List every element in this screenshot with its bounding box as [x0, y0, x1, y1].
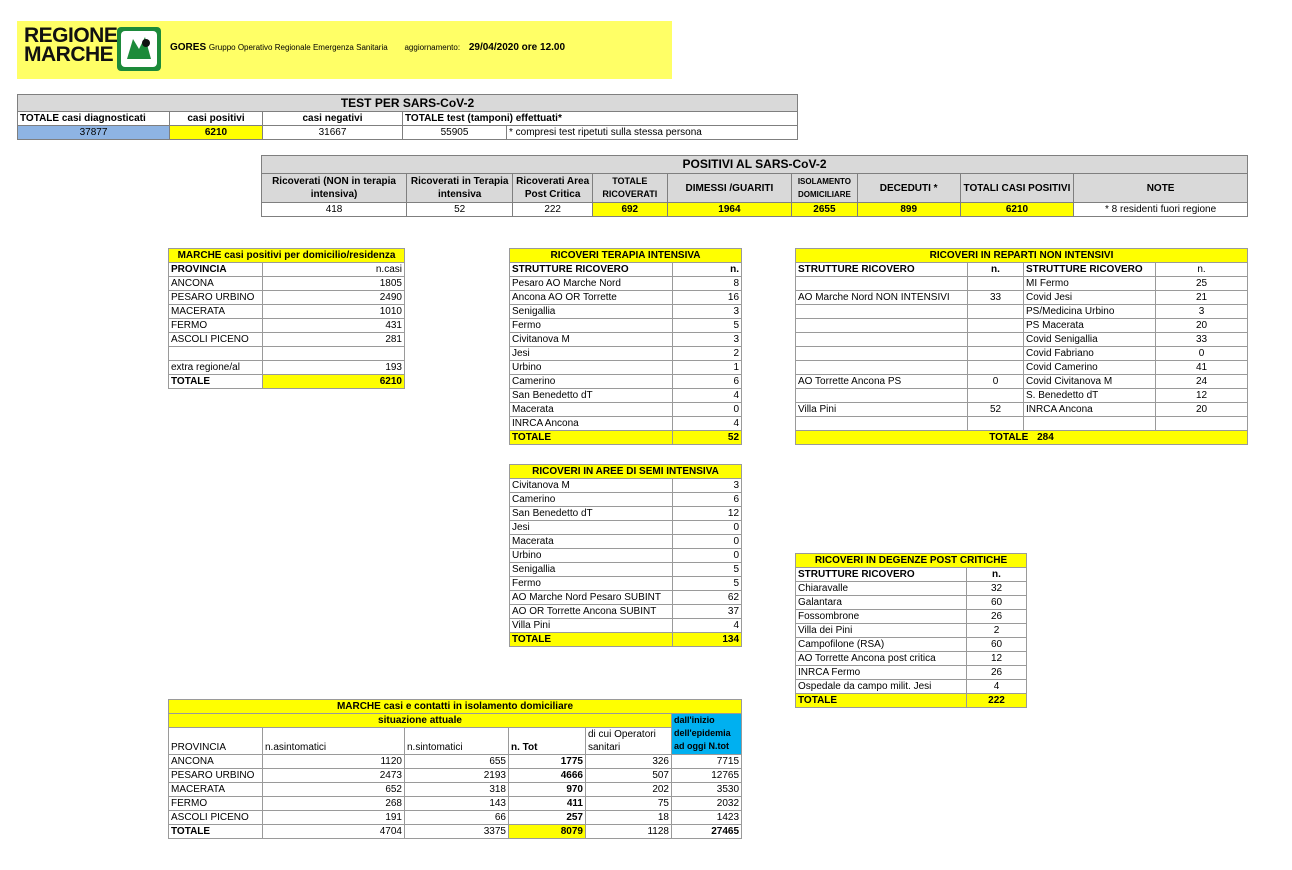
table-row — [796, 582, 1027, 596]
struttura-name: Senigallia — [510, 563, 673, 577]
struttura-count: 4 — [673, 619, 742, 633]
isol-total-sint: 3375 — [405, 825, 509, 839]
struttura-count: 60 — [967, 638, 1027, 652]
isol-total-ntot: 8079 — [509, 825, 586, 839]
struttura-count: 37 — [673, 605, 742, 619]
struttura-count: 3 — [673, 305, 742, 319]
operatori: 507 — [586, 769, 672, 783]
asintomatici: 268 — [263, 797, 405, 811]
table-row — [796, 596, 1027, 610]
table-row — [796, 333, 1248, 347]
update-value: 29/04/2020 ore 12.00 — [468, 42, 566, 53]
dall-inizio: 12765 — [672, 769, 742, 783]
struttura-name-2: Covid Camerino — [1024, 361, 1156, 375]
sintomatici: 318 — [405, 783, 509, 797]
provincia-name: extra regione/al — [169, 361, 263, 375]
table-row — [510, 375, 742, 389]
struttura-name — [796, 305, 968, 319]
table-row — [510, 493, 742, 507]
struttura-count: 16 — [673, 291, 742, 305]
intensiva-h-strutture: STRUTTURE RICOVERO — [510, 263, 673, 277]
postcrit-total-label: TOTALE — [796, 694, 967, 708]
provincia-name: PESARO URBINO — [169, 769, 263, 783]
intensiva-title: RICOVERI TERAPIA INTENSIVA — [510, 249, 742, 263]
struttura-name: AO Marche Nord NON INTENSIVI — [796, 291, 968, 305]
test-h-positivi: casi positivi — [170, 112, 263, 126]
struttura-name: Ancona AO OR Torrette — [510, 291, 673, 305]
n-tot: 257 — [509, 811, 586, 825]
provincia-total-label: TOTALE — [169, 375, 263, 389]
struttura-count: 1 — [673, 361, 742, 375]
gores-label: GORES — [170, 42, 207, 53]
struttura-count: 4 — [673, 417, 742, 431]
struttura-name: Senigallia — [510, 305, 673, 319]
semi-title: RICOVERI IN AREE DI SEMI INTENSIVA — [510, 465, 742, 479]
positivi-table — [261, 155, 1248, 217]
test-v-tamponi: 55905 — [403, 126, 507, 140]
table-row — [796, 375, 1248, 389]
struttura-name: Civitanova M — [510, 333, 673, 347]
struttura-name-2: Covid Fabriano — [1024, 347, 1156, 361]
provincia-name: FERMO — [169, 797, 263, 811]
provincia-name: ANCONA — [169, 277, 263, 291]
isol-h-asintomatici: n.asintomatici — [263, 728, 405, 755]
sintomatici: 66 — [405, 811, 509, 825]
struttura-name-2 — [1024, 417, 1156, 431]
struttura-count: 0 — [673, 403, 742, 417]
table-row — [796, 638, 1027, 652]
table-row — [510, 417, 742, 431]
struttura-count: 33 — [968, 291, 1024, 305]
asintomatici: 652 — [263, 783, 405, 797]
nonint-h2: n. — [968, 263, 1024, 277]
regione-marche-emblem-icon — [117, 27, 161, 71]
table-row — [796, 652, 1027, 666]
struttura-name — [796, 361, 968, 375]
struttura-count: 0 — [673, 521, 742, 535]
struttura-count-2: 41 — [1156, 361, 1248, 375]
provincia-total-value: 6210 — [263, 375, 405, 389]
struttura-name: Camerino — [510, 493, 673, 507]
table-row — [796, 305, 1248, 319]
struttura-name: INRCA Fermo — [796, 666, 967, 680]
postcrit-title: RICOVERI IN DEGENZE POST CRITICHE — [796, 554, 1027, 568]
isol-subtitle: situazione attuale — [169, 714, 672, 728]
struttura-name: Macerata — [510, 403, 673, 417]
provincia-name — [169, 347, 263, 361]
struttura-name: AO Marche Nord Pesaro SUBINT — [510, 591, 673, 605]
sintomatici: 2193 — [405, 769, 509, 783]
table-row — [169, 361, 405, 375]
table-row — [510, 305, 742, 319]
struttura-name-2: Covid Civitanova M — [1024, 375, 1156, 389]
struttura-count: 4 — [967, 680, 1027, 694]
struttura-count: 3 — [673, 333, 742, 347]
struttura-name-2: INRCA Ancona — [1024, 403, 1156, 417]
postcrit-h-strutture: STRUTTURE RICOVERO — [796, 568, 967, 582]
dall-inizio: 3530 — [672, 783, 742, 797]
provincia-name: MACERATA — [169, 305, 263, 319]
struttura-count: 6 — [673, 493, 742, 507]
table-row — [796, 291, 1248, 305]
nonint-total — [796, 431, 1248, 445]
struttura-name: Camerino — [510, 375, 673, 389]
table-row — [510, 507, 742, 521]
struttura-name-2: Covid Senigallia — [1024, 333, 1156, 347]
intensiva-total-value: 52 — [673, 431, 742, 445]
struttura-name: Fossombrone — [796, 610, 967, 624]
test-note: * compresi test ripetuti sulla stessa persona — [507, 126, 798, 140]
provincia-count: 2490 — [263, 291, 405, 305]
semi-total-label: TOTALE — [510, 633, 673, 647]
table-row — [796, 417, 1248, 431]
table-row — [169, 277, 405, 291]
asintomatici: 1120 — [263, 755, 405, 769]
struttura-name: Fermo — [510, 319, 673, 333]
struttura-name — [796, 277, 968, 291]
struttura-count-2: 20 — [1156, 319, 1248, 333]
positivi-v-totali: 6210 — [960, 203, 1073, 217]
nonint-h3: STRUTTURE RICOVERO — [1024, 263, 1156, 277]
positivi-v-terapia: 52 — [407, 203, 513, 217]
nonint-h4: n. — [1156, 263, 1248, 277]
provincia-count: 1010 — [263, 305, 405, 319]
operatori: 75 — [586, 797, 672, 811]
struttura-count-2: 25 — [1156, 277, 1248, 291]
struttura-name — [796, 333, 968, 347]
table-row — [169, 797, 742, 811]
table-row — [796, 610, 1027, 624]
struttura-count: 62 — [673, 591, 742, 605]
positivi-h-note: NOTE — [1074, 174, 1248, 203]
struttura-name: Jesi — [510, 347, 673, 361]
logo-line-2: MARCHE — [24, 43, 114, 66]
sintomatici: 143 — [405, 797, 509, 811]
test-table — [17, 94, 798, 140]
struttura-count — [968, 347, 1024, 361]
table-row — [796, 361, 1248, 375]
provincia-count: 281 — [263, 333, 405, 347]
struttura-count — [968, 389, 1024, 403]
operatori: 326 — [586, 755, 672, 769]
struttura-count-2: 12 — [1156, 389, 1248, 403]
test-title: TEST PER SARS-CoV-2 — [18, 95, 798, 112]
table-row — [510, 291, 742, 305]
isol-total-asint: 4704 — [263, 825, 405, 839]
isol-title: MARCHE casi e contatti in isolamento domiciliare — [169, 700, 742, 714]
struttura-count — [968, 305, 1024, 319]
struttura-count — [968, 277, 1024, 291]
n-tot: 1775 — [509, 755, 586, 769]
struttura-count: 26 — [967, 666, 1027, 680]
table-row — [510, 563, 742, 577]
struttura-count: 52 — [968, 403, 1024, 417]
struttura-name: Galantara — [796, 596, 967, 610]
semi-total-value: 134 — [673, 633, 742, 647]
struttura-name: AO Torrette Ancona PS — [796, 375, 968, 389]
positivi-v-postcritica: 222 — [513, 203, 593, 217]
provincia-name: ASCOLI PICENO — [169, 811, 263, 825]
struttura-count-2: 21 — [1156, 291, 1248, 305]
struttura-name: Civitanova M — [510, 479, 673, 493]
provincia-name: ASCOLI PICENO — [169, 333, 263, 347]
struttura-name: Fermo — [510, 577, 673, 591]
table-row — [510, 319, 742, 333]
struttura-count: 12 — [967, 652, 1027, 666]
isol-dall-inizio: dall'inizio dell'epidemia ad oggi N.tot — [672, 714, 742, 755]
struttura-count: 8 — [673, 277, 742, 291]
dall-inizio: 7715 — [672, 755, 742, 769]
table-row — [169, 319, 405, 333]
header-banner — [17, 21, 672, 79]
provincia-h-ncasi: n.casi — [263, 263, 405, 277]
table-row — [510, 389, 742, 403]
positivi-h-terapia: Ricoverati in Terapia intensiva — [407, 174, 513, 203]
struttura-name — [796, 417, 968, 431]
struttura-name: Pesaro AO Marche Nord — [510, 277, 673, 291]
table-row — [510, 577, 742, 591]
operatori: 202 — [586, 783, 672, 797]
gores-line — [170, 42, 565, 53]
sintomatici: 655 — [405, 755, 509, 769]
test-v-negativi: 31667 — [263, 126, 403, 140]
table-row — [796, 624, 1027, 638]
provincia-h-provincia: PROVINCIA — [169, 263, 263, 277]
positivi-v-isolamento: 2655 — [792, 203, 857, 217]
table-row — [169, 755, 742, 769]
provincia-name: FERMO — [169, 319, 263, 333]
positivi-title: POSITIVI AL SARS-CoV-2 — [262, 156, 1248, 174]
positivi-v-note: * 8 residenti fuori regione — [1074, 203, 1248, 217]
n-tot: 4666 — [509, 769, 586, 783]
test-v-positivi: 6210 — [170, 126, 263, 140]
positivi-v-ricoverati: 418 — [262, 203, 407, 217]
table-row — [510, 535, 742, 549]
struttura-count: 2 — [967, 624, 1027, 638]
asintomatici: 2473 — [263, 769, 405, 783]
struttura-name: San Benedetto dT — [510, 389, 673, 403]
provincia-name: ANCONA — [169, 755, 263, 769]
semi-table — [509, 464, 742, 647]
struttura-count: 0 — [673, 549, 742, 563]
table-row — [510, 619, 742, 633]
positivi-h-totale-ricoverati: TOTALE RICOVERATI — [593, 174, 668, 203]
table-row — [796, 277, 1248, 291]
struttura-name: Villa dei Pini — [796, 624, 967, 638]
nonint-h1: STRUTTURE RICOVERO — [796, 263, 968, 277]
isol-total-operatori: 1128 — [586, 825, 672, 839]
struttura-name — [796, 319, 968, 333]
table-row — [510, 591, 742, 605]
struttura-count: 2 — [673, 347, 742, 361]
positivi-v-deceduti: 899 — [857, 203, 960, 217]
postcrit-total-value: 222 — [967, 694, 1027, 708]
struttura-count — [968, 417, 1024, 431]
table-row — [169, 291, 405, 305]
isol-h-operatori: di cui Operatori sanitari — [586, 728, 672, 755]
struttura-count — [968, 361, 1024, 375]
struttura-count: 5 — [673, 319, 742, 333]
intensiva-total-label: TOTALE — [510, 431, 673, 445]
positivi-h-ricoverati: Ricoverati (NON in terapia intensiva) — [262, 174, 407, 203]
struttura-name-2: Covid Jesi — [1024, 291, 1156, 305]
positivi-h-dimessi: DIMESSI /GUARITI — [667, 174, 792, 203]
struttura-name: AO Torrette Ancona post critica — [796, 652, 967, 666]
struttura-count-2: 24 — [1156, 375, 1248, 389]
struttura-name: Macerata — [510, 535, 673, 549]
struttura-name: Chiaravalle — [796, 582, 967, 596]
asintomatici: 191 — [263, 811, 405, 825]
regione-marche-logo — [24, 26, 117, 64]
isolamento-table — [168, 699, 742, 839]
nonint-total-value: 284 — [1037, 432, 1054, 443]
struttura-count: 0 — [673, 535, 742, 549]
struttura-name-2: MI Fermo — [1024, 277, 1156, 291]
dall-inizio: 2032 — [672, 797, 742, 811]
positivi-v-totale-ricoverati: 692 — [593, 203, 668, 217]
table-row — [510, 521, 742, 535]
struttura-count-2: 0 — [1156, 347, 1248, 361]
struttura-count — [968, 319, 1024, 333]
positivi-h-isolamento: ISOLAMENTO DOMICILIARE — [792, 174, 857, 203]
intensiva-table — [509, 248, 742, 445]
struttura-count: 0 — [968, 375, 1024, 389]
table-row — [796, 403, 1248, 417]
struttura-count-2: 33 — [1156, 333, 1248, 347]
nonint-total-label: TOTALE — [989, 432, 1029, 443]
struttura-name: Urbino — [510, 361, 673, 375]
struttura-count: 60 — [967, 596, 1027, 610]
gores-description: Gruppo Operativo Regionale Emergenza Sanitaria — [208, 43, 388, 52]
isol-h-sintomatici: n.sintomatici — [405, 728, 509, 755]
table-row — [169, 783, 742, 797]
positivi-v-dimessi: 1964 — [667, 203, 792, 217]
table-row — [510, 403, 742, 417]
dall-inizio: 1423 — [672, 811, 742, 825]
positivi-h-totali: TOTALI CASI POSITIVI — [960, 174, 1073, 203]
struttura-name: Villa Pini — [510, 619, 673, 633]
update-label: aggiornamento: — [404, 43, 461, 52]
table-row — [796, 680, 1027, 694]
struttura-name: Ospedale da campo milit. Jesi — [796, 680, 967, 694]
table-row — [510, 549, 742, 563]
provincia-count: 1805 — [263, 277, 405, 291]
struttura-name: Campofilone (RSA) — [796, 638, 967, 652]
table-row — [510, 605, 742, 619]
struttura-name — [796, 347, 968, 361]
n-tot: 970 — [509, 783, 586, 797]
struttura-count-2: 20 — [1156, 403, 1248, 417]
nonint-title: RICOVERI IN REPARTI NON INTENSIVI — [796, 249, 1248, 263]
positivi-h-postcritica: Ricoverati Area Post Critica — [513, 174, 593, 203]
struttura-count: 6 — [673, 375, 742, 389]
struttura-name-2: PS/Medicina Urbino — [1024, 305, 1156, 319]
struttura-count: 4 — [673, 389, 742, 403]
provincia-name: PESARO URBINO — [169, 291, 263, 305]
test-v-diagnosticati: 37877 — [18, 126, 170, 140]
logo-line-1: REGIONE — [24, 24, 118, 47]
table-row — [169, 305, 405, 319]
table-row — [510, 361, 742, 375]
table-row — [796, 319, 1248, 333]
postcrit-table — [795, 553, 1027, 708]
struttura-count: 32 — [967, 582, 1027, 596]
table-row — [796, 666, 1027, 680]
struttura-count-2 — [1156, 417, 1248, 431]
table-row — [796, 347, 1248, 361]
operatori: 18 — [586, 811, 672, 825]
struttura-name: Jesi — [510, 521, 673, 535]
intensiva-h-n: n. — [673, 263, 742, 277]
struttura-count: 3 — [673, 479, 742, 493]
struttura-count-2: 3 — [1156, 305, 1248, 319]
provincia-count — [263, 347, 405, 361]
positivi-h-deceduti: DECEDUTI * — [857, 174, 960, 203]
struttura-name: INRCA Ancona — [510, 417, 673, 431]
struttura-name: Urbino — [510, 549, 673, 563]
isol-h-provincia: PROVINCIA — [169, 728, 263, 755]
struttura-count — [968, 333, 1024, 347]
table-row — [510, 347, 742, 361]
table-row — [169, 333, 405, 347]
table-row — [510, 479, 742, 493]
test-h-diagnosticati: TOTALE casi diagnosticati — [18, 112, 170, 126]
table-row — [169, 769, 742, 783]
struttura-count: 5 — [673, 563, 742, 577]
struttura-name — [796, 389, 968, 403]
struttura-name-2: PS Macerata — [1024, 319, 1156, 333]
provincia-count: 193 — [263, 361, 405, 375]
table-row — [510, 277, 742, 291]
n-tot: 411 — [509, 797, 586, 811]
struttura-count: 26 — [967, 610, 1027, 624]
provincia-title: MARCHE casi positivi per domicilio/residenza — [169, 249, 405, 263]
struttura-count: 5 — [673, 577, 742, 591]
provincia-name: MACERATA — [169, 783, 263, 797]
provincia-table — [168, 248, 405, 389]
struttura-name: Villa Pini — [796, 403, 968, 417]
struttura-name-2: S. Benedetto dT — [1024, 389, 1156, 403]
struttura-name: AO OR Torrette Ancona SUBINT — [510, 605, 673, 619]
provincia-count: 431 — [263, 319, 405, 333]
isol-total-dall: 27465 — [672, 825, 742, 839]
isol-total-label: TOTALE — [169, 825, 263, 839]
struttura-name: San Benedetto dT — [510, 507, 673, 521]
postcrit-h-n: n. — [967, 568, 1027, 582]
struttura-count: 12 — [673, 507, 742, 521]
isol-h-ntot: n. Tot — [509, 728, 586, 755]
table-row — [510, 333, 742, 347]
table-row — [796, 389, 1248, 403]
table-row — [169, 811, 742, 825]
table-row — [169, 347, 405, 361]
test-h-negativi: casi negativi — [263, 112, 403, 126]
nonint-table — [795, 248, 1248, 445]
test-h-tamponi: TOTALE test (tamponi) effettuati* — [403, 112, 798, 126]
